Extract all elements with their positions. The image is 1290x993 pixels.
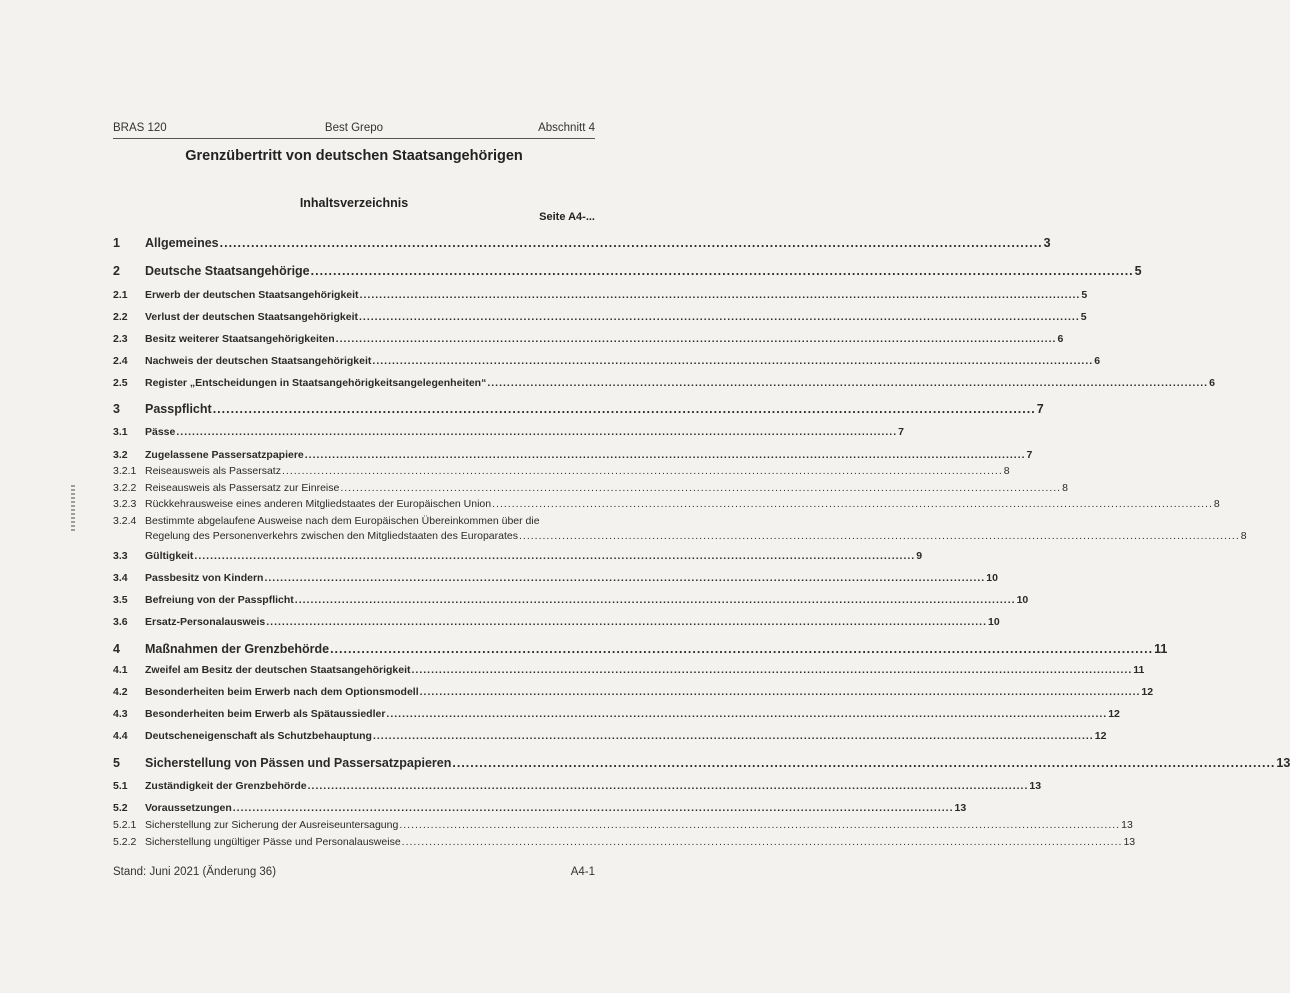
footer-page-number: A4-1: [570, 866, 595, 878]
toc-entry[interactable]: [113, 730, 1107, 742]
toc-entry[interactable]: [113, 289, 1088, 301]
toc-entry-page: 7: [1026, 449, 1033, 461]
toc-entry-title: Sicherstellung von Pässen und Passersatzpapieren: [145, 756, 452, 770]
toc-leader-dots: ........................................................................................................................................................................................: [232, 802, 954, 814]
toc-leader-dots: ........................................................................................................................................................................................: [335, 333, 1057, 345]
toc-leader-dots: ........................................................................................................................................................................................: [281, 465, 1003, 477]
toc-entry-number: 3.2.1: [113, 465, 137, 477]
toc-leader-dots: ........................................................................................................................................................................................: [264, 572, 986, 584]
toc-leader-dots: ........................................................................................................................................................................................: [411, 664, 1133, 676]
toc-entry[interactable]: [113, 802, 967, 814]
toc-entry-number: 2.3: [113, 333, 128, 345]
toc-entry-number: 4.2: [113, 686, 128, 698]
toc-entry-title: Passbesitz von Kindern: [145, 572, 264, 584]
toc-entry[interactable]: [113, 664, 1145, 676]
toc-entry-title-line1: Bestimmte abgelaufene Ausweise nach dem Europäischen Übereinkommen über die: [145, 515, 540, 527]
toc-entry-title: Besonderheiten beim Erwerb nach dem Optionsmodell: [145, 686, 419, 698]
toc-leader-dots: ........................................................................................................................................................................................: [492, 498, 1213, 510]
toc-entry-number: 3.4: [113, 572, 128, 584]
toc-entry-number: 2.4: [113, 355, 128, 367]
toc-entry-page: 7: [898, 426, 904, 438]
toc-entry-number: 3.2.2: [113, 482, 137, 494]
toc-entry[interactable]: [113, 686, 1154, 698]
page-title: Grenzübertritt von deutschen Staatsangehörigen: [185, 148, 523, 164]
toc-entry-number: 1: [113, 236, 120, 250]
toc-entry-title: Voraussetzungen: [145, 802, 232, 814]
toc-entry[interactable]: [113, 594, 1029, 606]
toc-entry[interactable]: [113, 236, 1051, 250]
toc-entry[interactable]: [113, 402, 1044, 416]
toc-leader-dots: ........................................................................................................................................................................................: [176, 426, 898, 438]
toc-leader-dots: ........................................................................................................................................................................................: [266, 616, 988, 628]
toc-entry[interactable]: [113, 572, 998, 584]
toc-entry[interactable]: [113, 836, 1136, 848]
toc-entry-page: 10: [1016, 594, 1029, 606]
toc-entry-page: 8: [1062, 482, 1068, 494]
toc-entry-number: 2.1: [113, 289, 128, 301]
toc-entry-page: 13: [1121, 819, 1133, 831]
toc-leader-dots: ........................................................................................................................................................................................: [419, 686, 1141, 698]
toc-leader-dots: ........................................................................................................................................................................................: [194, 550, 916, 562]
toc-leader-dots: ........................................................................................................................................................................................: [372, 355, 1094, 367]
toc-entry-title: Zugelassene Passersatzpapiere: [145, 449, 304, 461]
toc-leader-dots: ........................................................................................................................................................................................: [294, 594, 1016, 606]
toc-entry-title: Verlust der deutschen Staatsangehörigkeit: [145, 311, 358, 323]
toc-entry-number: 3.2.3: [113, 498, 137, 510]
toc-entry-page: 8: [1240, 530, 1247, 542]
toc-entry-title: Nachweis der deutschen Staatsangehörigkeit: [145, 355, 372, 367]
toc-entry[interactable]: [113, 482, 1068, 494]
toc-entry-title: Zweifel am Besitz der deutschen Staatsangehörigkeit: [145, 664, 411, 676]
toc-entry-page: 13: [1276, 756, 1290, 770]
toc-entry-page: 8: [1213, 498, 1220, 510]
toc-entry-title: Erwerb der deutschen Staatsangehörigkeit: [145, 289, 359, 301]
toc-entry[interactable]: [113, 333, 1064, 345]
toc-leader-dots: ........................................................................................................................................................................................: [401, 836, 1123, 848]
toc-leader-dots: ........................................................................................................................................................................................: [358, 311, 1080, 323]
toc-entry-page: 5: [1134, 264, 1142, 278]
toc-entry-page: 5: [1081, 289, 1088, 301]
toc-leader-dots: ........................................................................................................................................................................................: [310, 264, 1134, 278]
toc-entry[interactable]: [113, 616, 1000, 628]
toc-entry-page: 6: [1094, 355, 1101, 367]
toc-entry-page: 13: [1029, 780, 1042, 792]
toc-entry-title: Pässe: [145, 426, 176, 438]
toc-entry-number: 3.2: [113, 449, 128, 461]
toc-entry-number: 5.2.1: [113, 819, 137, 831]
toc-entry[interactable]: [113, 264, 1142, 278]
toc-entry[interactable]: [113, 550, 923, 562]
toc-entry-number: 5.2.2: [113, 836, 137, 848]
toc-leader-dots: ........................................................................................................................................................................................: [304, 449, 1026, 461]
toc-entry-page: 10: [986, 572, 998, 584]
toc-leader-dots: ........................................................................................................................................................................................: [386, 708, 1108, 720]
toc-entry[interactable]: [113, 756, 1290, 770]
toc-entry[interactable]: [113, 311, 1087, 323]
toc-entry-title: Gültigkeit: [145, 550, 194, 562]
header-section: Abschnitt 4: [538, 122, 595, 134]
toc-leader-dots: ........................................................................................................................................................................................: [359, 289, 1081, 301]
toc-leader-dots: ........................................................................................................................................................................................: [212, 402, 1036, 416]
toc-entry[interactable]: [113, 449, 1033, 461]
toc-entry-title: Allgemeines: [145, 236, 219, 250]
toc-entry-page: 6: [1209, 377, 1215, 389]
toc-leader-dots: ........................................................................................................................................................................................: [452, 756, 1276, 770]
toc-entry-page: 11: [1133, 664, 1145, 676]
toc-entry[interactable]: [113, 708, 1120, 720]
page-header: [113, 122, 595, 139]
toc-entry-number: 2.2: [113, 311, 128, 323]
toc-leader-dots: ........................................................................................................................................................................................: [340, 482, 1062, 494]
toc-entry-page: 9: [916, 550, 923, 562]
toc-entry-title: Maßnahmen der Grenzbehörde: [145, 642, 330, 656]
toc-entry-title: Register „Entscheidungen in Staatsangehörigkeitsangelegenheiten“: [145, 377, 487, 389]
toc-entry-title: Reiseausweis als Passersatz: [145, 465, 281, 477]
toc-entry-title: Befreiung von der Passpflicht: [145, 594, 294, 606]
toc-entry-title: Ersatz-Personalausweis: [145, 616, 266, 628]
toc-entry-title-line2-row: [145, 530, 1247, 542]
toc-entry[interactable]: [113, 642, 1168, 656]
footer-status: Stand: Juni 2021 (Änderung 36): [113, 866, 277, 878]
toc-entry-page: 7: [1036, 402, 1044, 416]
toc-entry-number: 3.2.4: [113, 515, 137, 527]
toc-entry-title: Besitz weiterer Staatsangehörigkeiten: [145, 333, 335, 345]
toc-entry-number: 2.5: [113, 377, 128, 389]
toc-entry-number: 4.3: [113, 708, 128, 720]
toc-entry-page: 11: [1154, 642, 1168, 656]
toc-entry-title: Reiseausweis als Passersatz zur Einreise: [145, 482, 340, 494]
toc-entry-number: 5.1: [113, 780, 128, 792]
toc-leader-dots: ........................................................................................................................................................................................: [372, 730, 1094, 742]
toc-entry[interactable]: [113, 426, 904, 438]
toc-entry[interactable]: [113, 377, 1215, 389]
toc-entry[interactable]: [113, 465, 1010, 477]
toc-entry[interactable]: [113, 819, 1133, 831]
toc-entry-title: Sicherstellung zur Sicherung der Ausreiseuntersagung: [145, 819, 399, 831]
toc-entry-title: Deutscheneigenschaft als Schutzbehauptung: [145, 730, 372, 742]
toc-entry-number: 4.1: [113, 664, 128, 676]
toc-entry-number: 3: [113, 402, 120, 416]
toc-entry-page: 10: [988, 616, 1000, 628]
toc-leader-dots: ........................................................................................................................................................................................: [219, 236, 1043, 250]
toc-entry-page: 8: [1003, 465, 1010, 477]
toc-entry-number: 3.6: [113, 616, 128, 628]
toc-entry-title-line2: Regelung des Personenverkehrs zwischen den Mitgliedstaaten des Europarates: [145, 530, 518, 542]
toc-entry-page: 6: [1057, 333, 1064, 345]
toc-entry[interactable]: [113, 498, 1220, 510]
header-document-name: Best Grepo: [324, 122, 384, 134]
toc-entry-number: 4.4: [113, 730, 128, 742]
toc-leader-dots: ........................................................................................................................................................................................: [487, 377, 1209, 389]
toc-entry-title: Deutsche Staatsangehörige: [145, 264, 310, 278]
toc-entry-number: 3.1: [113, 426, 128, 438]
toc-entry-page: 5: [1080, 311, 1087, 323]
toc-entry-number: 2: [113, 264, 120, 278]
toc-entry-title: Sicherstellung ungültiger Pässe und Personalausweise: [145, 836, 401, 848]
toc-leader-dots: ........................................................................................................................................................................................: [399, 819, 1121, 831]
toc-entry-page: 12: [1108, 708, 1120, 720]
header-document-id: BRAS 120: [113, 122, 167, 134]
toc-leader-dots: ........................................................................................................................................................................................: [518, 530, 1240, 542]
toc-entry-title: Rückkehrausweise eines anderen Mitgliedstaates der Europäischen Union: [145, 498, 492, 510]
toc-entry-number: 3.3: [113, 550, 128, 562]
toc-entry-title: Passpflicht: [145, 402, 212, 416]
toc-title: Inhaltsverzeichnis: [299, 196, 409, 210]
toc-entry-page: 13: [1123, 836, 1136, 848]
toc-entry-number: 5: [113, 756, 120, 770]
toc-entry-number: 4: [113, 642, 120, 656]
toc-entry-page: 12: [1094, 730, 1107, 742]
toc-leader-dots: ........................................................................................................................................................................................: [307, 780, 1029, 792]
toc-entry-page: 13: [954, 802, 967, 814]
toc-entry[interactable]: [113, 355, 1101, 367]
page-column-label: Seite A4-...: [539, 211, 595, 223]
toc-entry-page: 12: [1141, 686, 1154, 698]
toc-entry-title: Zuständigkeit der Grenzbehörde: [145, 780, 307, 792]
toc-leader-dots: ........................................................................................................................................................................................: [330, 642, 1154, 656]
toc-entry[interactable]: [113, 780, 1042, 792]
margin-scan-mark: [71, 485, 75, 531]
toc-entry-page: 3: [1043, 236, 1051, 250]
toc-entry-number: 3.5: [113, 594, 128, 606]
toc-entry-title: Besonderheiten beim Erwerb als Spätaussiedler: [145, 708, 386, 720]
toc-entry-number: 5.2: [113, 802, 128, 814]
